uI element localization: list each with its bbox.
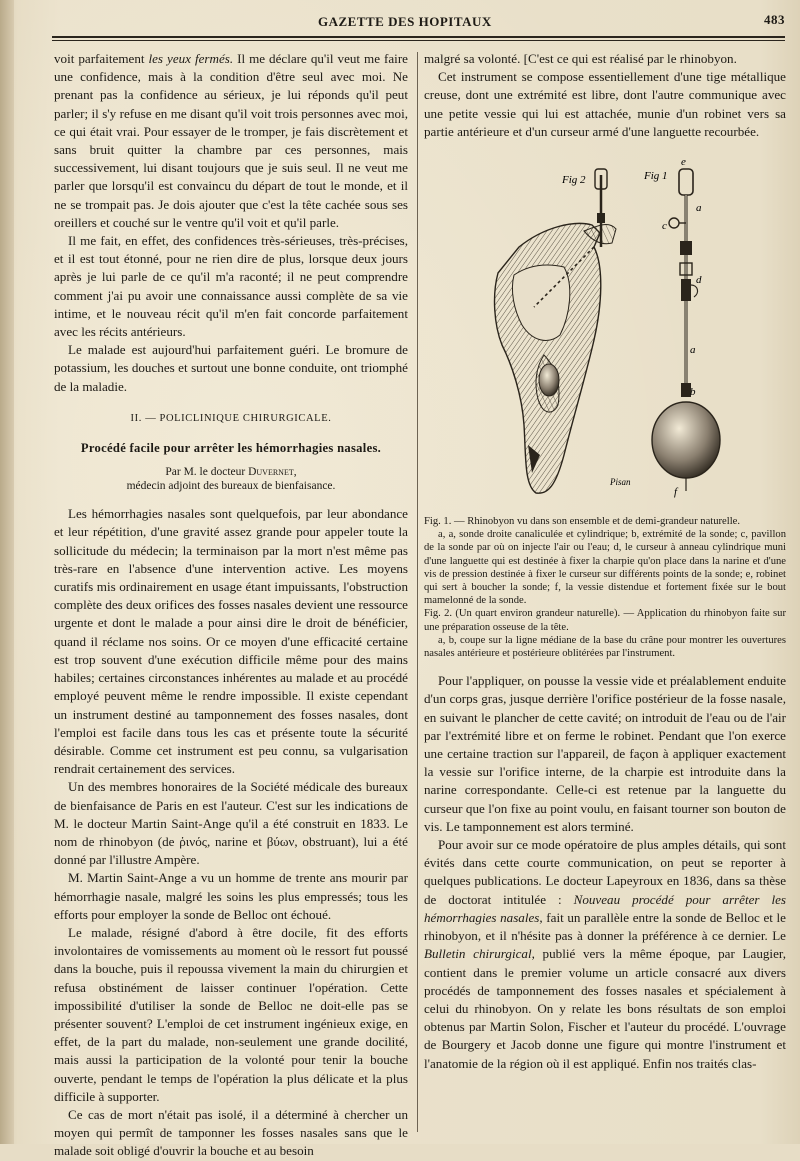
- figure-caption: [424, 515, 786, 660]
- caption-fig2-legend: a, b, coupe sur la ligne médiane de la base du crâne pour montrer les ouvertures nasales antérieure et postérieure oblitérées par l'instrument.: [424, 634, 786, 660]
- binding-edge: [0, 0, 14, 1144]
- section-heading: II. — POLICLINIQUE CHIRURGICALE.: [130, 412, 332, 424]
- caption-fig1-title: Fig. 1. — Rhinobyon vu dans son ensemble et de demi-grandeur naturelle.: [424, 516, 740, 528]
- letter-b: b: [690, 386, 696, 399]
- paragraph: Pour l'appliquer, on pousse la vessie vide et préalablement enduite d'un corps gras, jusque derrière l'orifice postérieur de la fosse nasale, en suivant le plancher de cette cavité; on introduit de l'eau ou de l'air par l'extrémité libre et on ferme le robinet. Pendant que l'on exerce une certaine traction sur l'appareil, de façon à appliquer exactement la vessie sur l'orifice interne, de la charpie est introduite dans la narine correspondante. Celle-ci est retenue par la languette du curseur que l'on fixe au point voulu, en faisant tourner son bouton de vis. Le tamponnement est alors terminé.: [424, 673, 786, 834]
- letter-a: a: [690, 344, 696, 357]
- paragraph: M. Martin Saint-Ange a vu un homme de trente ans mourir par hémorrhagie nasale, malgré les soins les plus empressés; tous les efforts pour employer la sonde de Belloc ont échoué.: [54, 870, 408, 922]
- paragraph: Un des membres honoraires de la Société médicale des bureaux de bienfaisance de Paris en est l'auteur. C'est sur les indications de M. le docteur Martin Saint-Ange qu'il a été construit en 1833. Le nom de rhinobyon (de ῥινός, narine et βύων, obstruant), lui a été donné par l'illustre Ampère.: [54, 779, 408, 868]
- letter-e: e: [681, 156, 686, 169]
- paragraph: malgré sa volonté. [C'est ce qui est réalisé par le rhinobyon.: [424, 51, 737, 66]
- paragraph: Ce cas de mort n'était pas isolé, il a déterminé à chercher un moyen qui permît de tamponner les fosses nasales sans que le malade soit obligé d'ouvrir la bouche et au besoin: [54, 1106, 408, 1159]
- paragraph: Il me fait, en effet, des confidences très-sérieuses, très-précises, et il est tout étonné, pour ne rien dire de plus, lorsque deux jours après je lui parle de ce qu'il m'a raconté; il ne peut comprendre comment j'ai pu avoir une connaissance aussi complète de sa vie intime, et le nouveau récit qu'il m'en fait concorde parfaitement avec les récits antérieurs.: [54, 233, 408, 340]
- paragraph: Cet instrument se compose essentiellement d'une tige métallique creuse, dont une extrémité est libre, dont l'autre communique avec une petite vessie qui lui est attachée, munie d'un robinet vers sa partie antérieure et d'un curseur armé d'une languette recourbée.: [424, 69, 786, 139]
- journal-title: GAZETTE DES HOPITAUX: [318, 14, 492, 29]
- header-rule: [52, 36, 785, 38]
- paragraph: voit parfaitement les yeux fermés. Il me déclare qu'il veut me faire une confidence, mais à la condition d'être seul avec moi. Ne prenant pas la confidence au sérieux, je lui réponds qu'il peut parler; il s'y refuse en me disant qu'il voit trois personnes avec moi, ce qui était vrai. Pour essayer de le tromper, je fais discrètement et sans bruit quitter la chambre par ces personnes, mais successivement, lui disant toujours que je suis seul. Il ne veut me parler que lorsqu'il est convaincu du départ de tout le monde, et il ne se trompait pas. Je dois ajouter que c'est la tête cachée sous ses oreillers et couché sur le ventre qu'il voit et qu'il parle.: [54, 51, 408, 230]
- letter-c: c: [662, 220, 667, 233]
- rhinobyon-figure: [424, 155, 786, 507]
- caption-fig2-title: Fig. 2. (Un quart environ grandeur naturelle). — Application du rhinobyon faite sur une préparation osseuse de la tête.: [424, 608, 786, 633]
- paragraph: Le malade, résigné d'abord à être docile, fit des efforts involontaires de vomissements au moment où le ressort fut poussé dans la bouche, puis il repoussa vivement la main du chirurgien et refusa obstinément de laisser continuer l'opération. Cette impossibilité d'utiliser la sonde de Belloc ne doit-elle pas se présenter souvent? L'emploi de cet instrument ingénieux exige, en effet, de la part du malade, non-seulement une grande docilité, mais aussi la participation de la volonté pour tenir la bouche ouverte, pendant le temps de l'opération la plus délicate et la plus difficile à supporter.: [54, 924, 408, 1104]
- fig2-label: Fig 2: [562, 174, 586, 187]
- letter-a: a: [696, 202, 702, 215]
- paragraph: Le malade est aujourd'hui parfaitement guéri. Le bromure de potassium, les douches et surtout une bonne conduite, ont triomphé de la maladie.: [54, 342, 408, 394]
- paragraph: Pour avoir sur ce mode opératoire de plus amples détails, qui sont évités dans cette courte communication, on peut se reporter à quelques publications. Le docteur Lapeyroux en 1836, dans sa thèse de doctorat intitulée : Nouveau procédé pour arrêter les hémorrhagies nasales, fait un parallèle entre la sonde de Belloc et le rhinobyon, et il n'hésite pas à donner la préférence à ce dernier. Le Bulletin chirurgical, publié vers la même époque, par Laugier, contient dans le premier volume un article consacré aux divers procédés de tamponnement des fosses nasales et spécialement à celui du rhinobyon. On y relate les bons résultats de son emploi obtenus par Martin Solon, Fischer et l'auteur du procédé. L'ouvrage de Bourgery et Jacob donne une figure qui montre l'instrument et l'anatomie de la région où il est appliqué. Enfin nos traités clas-: [424, 837, 786, 1071]
- paragraph: Les hémorrhagies nasales sont quelquefois, par leur abondance et leur répétition, d'une gravité assez grande pour appeler toute la sollicitude du médecin; la terminaison par la mort n'est même pas très-rare en l'absence d'une intervention active. Les moyens curatifs mis ordinairement en usage étant impuissants, l'obstruction complète des deux orifices des fosses nasales devient une ressource urgente et dont le malade a pour ainsi dire le droit de bénéficier, quand il réclame nos soins. Or ce moyen d'une efficacité certaine est trop souvent d'une exécution difficile même pour des mains habiles; certaines circonstances inhérentes au malade et au procédé employé peuvent même le rendre impossible. Il existe cependant un instrument destiné au tamponnement des fosses nasales, dont l'emploi est facile dans tous les cas et présente toute la sécurité désirable. Comme cet instrument est peu connu, sa vulgarisation rendrait certainement des services.: [54, 506, 408, 777]
- column-divider: [417, 52, 418, 1132]
- byline: Par M. le docteur Duvernet, médecin adjoint des bureaux de bienfaisance.: [126, 466, 336, 493]
- header-rule-thin: [52, 40, 785, 41]
- letter-d: d: [696, 274, 702, 287]
- right-column: [424, 50, 786, 1073]
- engraver-signature: Pisan: [610, 477, 631, 488]
- page-number: 483: [764, 12, 785, 27]
- fig1-label: Fig 1: [644, 170, 668, 183]
- left-column: [54, 50, 408, 1161]
- rhinobyon-engraving: [424, 155, 786, 507]
- fig1-instrument: [652, 169, 720, 491]
- author-name: Duvernet: [248, 466, 294, 479]
- skull-section: [495, 223, 616, 493]
- letter-f: f: [674, 486, 678, 499]
- caption-fig1-legend: a, a, sonde droite canaliculée et cylindrique; b, extrémité de la sonde; c, pavillon de la sonde par où on injecte l'air ou l'eau; d, le curseur à anneau cylindrique muni d'une languette qui est destinée à fixer la charpie qu'on place dans la narine et d'une vis de pression destinée à fixer le curseur sur différents points de la sonde; e, robinet qui sert à boucher la sonde; f, la vessie distendue et fortement fixée sur le bout mamelonné de la sonde.: [424, 529, 786, 607]
- article-title: Procédé facile pour arrêter les hémorrhagies nasales.: [80, 441, 382, 456]
